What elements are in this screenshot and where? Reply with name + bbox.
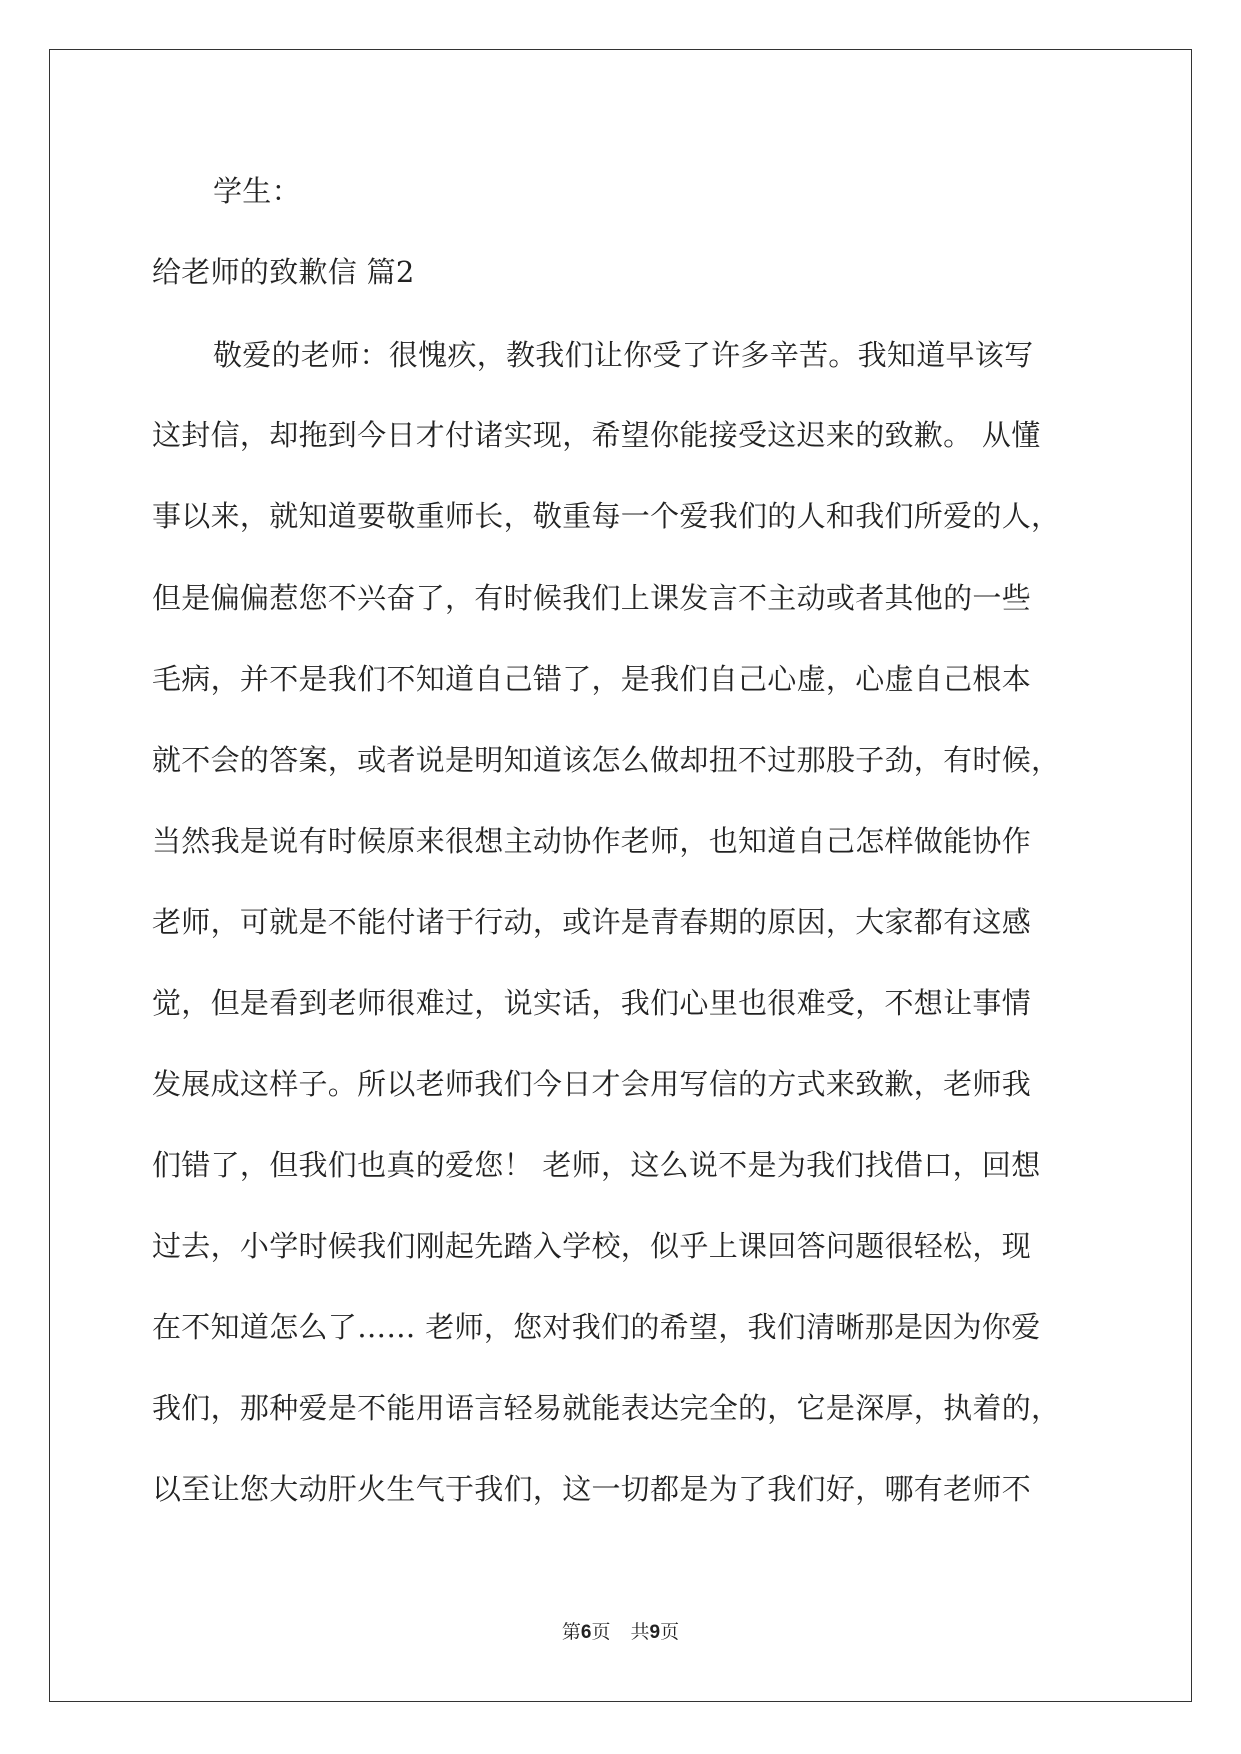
- body-line: 当然我是说有时候原来很想主动协作老师，也知道自己怎样做能协作: [152, 824, 1032, 858]
- body-line: 毛病，并不是我们不知道自己错了，是我们自己心虚，心虚自己根本: [152, 662, 1032, 696]
- body-line: 们错了，但我们也真的爱您！ 老师，这么说不是为我们找借口，回想: [152, 1148, 1041, 1182]
- footer-page-number: 6: [580, 1622, 592, 1643]
- footer-total-suffix: 页: [660, 1621, 680, 1643]
- body-line: 就不会的答案，或者说是明知道该怎么做却扭不过那股子劲，有时候，: [152, 743, 1061, 777]
- body-line: 在不知道怎么了…… 老师，您对我们的希望，我们清晰那是因为你爱: [152, 1310, 1041, 1344]
- body-line: 发展成这样子。所以老师我们今日才会用写信的方式来致歉，老师我: [152, 1067, 1032, 1101]
- body-line: 但是偏偏惹您不兴奋了，有时候我们上课发言不主动或者其他的一些: [152, 581, 1032, 615]
- page-footer: [0, 1620, 1241, 1645]
- page-border: [49, 49, 1192, 1702]
- body-line: 这封信，却拖到今日才付诸实现，希望你能接受这迟来的致歉。 从懂: [152, 418, 1041, 452]
- body-line: 过去，小学时候我们刚起先踏入学校，似乎上课回答问题很轻松，现: [152, 1229, 1032, 1263]
- footer-total-prefix: 共: [630, 1621, 650, 1643]
- body-line: 老师，可就是不能付诸于行动，或许是青春期的原因，大家都有这感: [152, 905, 1032, 939]
- section-heading: 给老师的致歉信 篇2: [152, 255, 415, 289]
- body-line: 觉，但是看到老师很难过，说实话，我们心里也很难受，不想让事情: [152, 986, 1032, 1020]
- body-line: 以至让您大动肝火生气于我们，这一切都是为了我们好，哪有老师不: [152, 1472, 1032, 1506]
- body-line: 事以来，就知道要敬重师长，敬重每一个爱我们的人和我们所爱的人，: [152, 499, 1061, 533]
- salutation-student: 学生：: [213, 174, 301, 208]
- footer-page-suffix: 页: [591, 1621, 611, 1643]
- footer-prefix: 第: [561, 1621, 581, 1643]
- body-line: 敬爱的老师：很愧疚，教我们让你受了许多辛苦。我知道早该写: [213, 338, 1034, 372]
- body-line: 我们，那种爱是不能用语言轻易就能表达完全的，它是深厚，执着的，: [152, 1391, 1061, 1425]
- footer-total-pages: 9: [649, 1622, 661, 1643]
